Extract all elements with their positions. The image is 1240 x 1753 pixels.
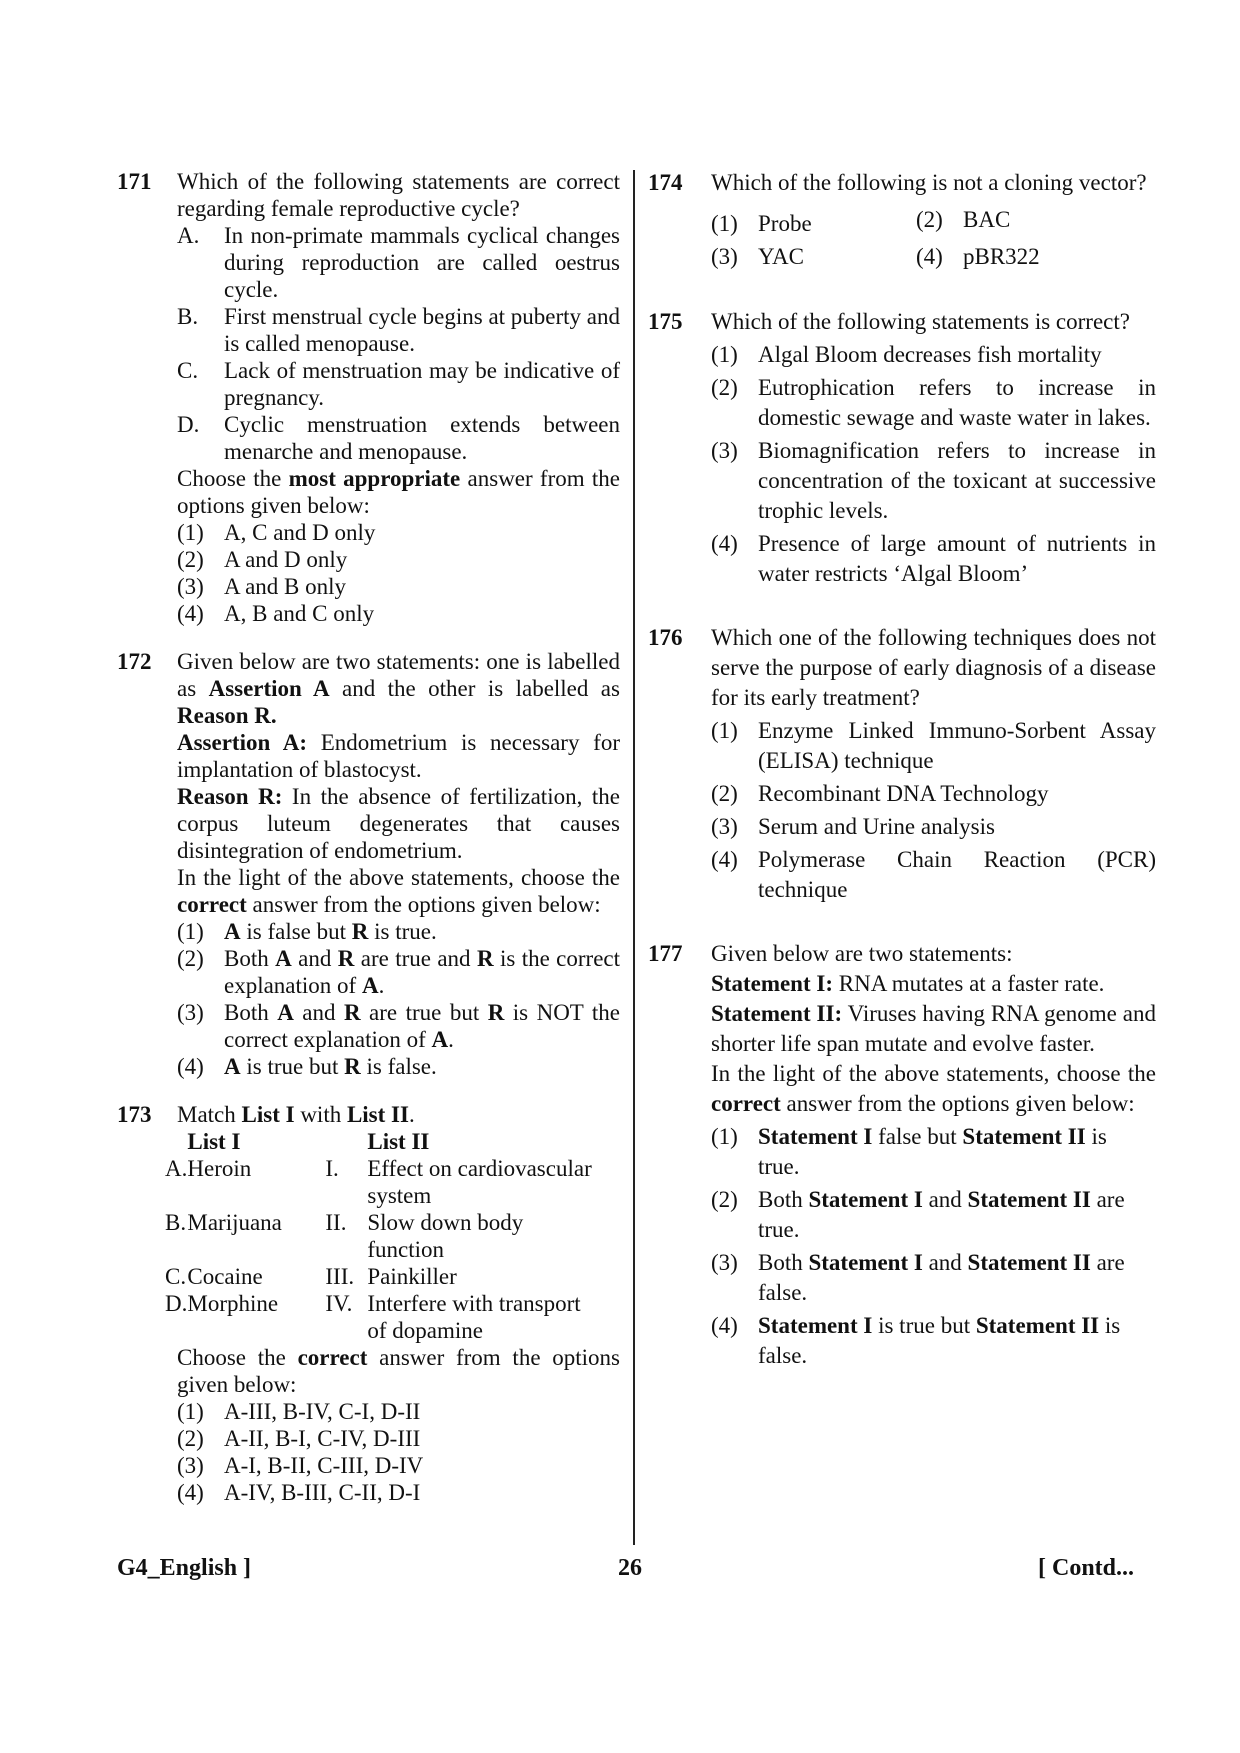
option-2: (2) A-II, B-I, C-IV, D-III: [177, 1426, 421, 1451]
match-row: C. Cocaine III. Painkiller: [165, 1264, 457, 1289]
statement-text: First menstrual cycle begins at puberty and is called menopause.: [224, 304, 621, 356]
statement-text: Cyclic menstruation extends between menarche and menopause.: [224, 412, 620, 464]
option-4: (4) A is true but R is false.: [177, 1054, 437, 1079]
option-1: (1) Enzyme Linked Immuno-Sorbent Assay (ELISA) technique: [711, 718, 1156, 773]
question-177: [648, 939, 1156, 1371]
statement-label: D.: [177, 412, 200, 437]
statement-d: [177, 411, 620, 465]
question-172: [117, 648, 620, 1080]
column-divider: [633, 170, 635, 1545]
question-number: 177: [648, 941, 683, 966]
statement-a: [177, 222, 620, 303]
option-2: (2) Eutrophication refers to increase in domestic sewage and waste water in lakes.: [711, 375, 1156, 430]
option-4: (4) pBR322: [916, 244, 1040, 269]
option-1: (1) Statement I false but Statement II is true.: [711, 1124, 1107, 1179]
options-grid: [711, 206, 1156, 270]
question-text: Which of the following statements is correct?: [711, 309, 1130, 334]
statement-c: [177, 357, 620, 411]
option-2: (2) Both Statement I and Statement II are true.: [711, 1187, 1125, 1242]
assertion: Assertion A: Endometrium is necessary for implantation of blastocyst.: [177, 730, 620, 782]
option-3: (3) A and B only: [177, 574, 347, 599]
question-intro: Given below are two statements: one is labelled as Assertion A and the other is labelled as Reason R.: [177, 649, 620, 728]
question-176: [648, 623, 1156, 905]
option-1: (1) A, C and D only: [177, 520, 376, 545]
right-column: [648, 172, 1156, 1371]
option-2: (2) Both A and R are true and R is the correct explanation of A.: [177, 946, 621, 998]
statement-b: [177, 303, 620, 357]
question-175: [648, 307, 1156, 589]
footer-paper-code: G4_English ]: [117, 1555, 252, 1581]
option-1: (1) A is false but R is true.: [177, 919, 437, 944]
option-4: (4) Polymerase Chain Reaction (PCR) technique: [711, 847, 1156, 902]
question-173: [117, 1101, 620, 1506]
match-row: D. Morphine IV. Interfere with transport of dopamine: [165, 1291, 581, 1343]
match-header: [165, 1128, 597, 1155]
statement-label: B.: [177, 304, 199, 329]
option-2: (2) BAC: [916, 207, 1011, 232]
option-4: (4) A-IV, B-III, C-II, D-I: [177, 1480, 421, 1505]
statement-1: Statement I: RNA mutates at a faster rate.: [711, 971, 1105, 996]
option-1: (1) Probe: [711, 211, 812, 236]
option-3: (3) Serum and Urine analysis: [711, 814, 995, 839]
list-2-header: List II: [367, 1129, 430, 1154]
statement-2: Statement II: Viruses having RNA genome and shorter life span mutate and evolve faster.: [711, 1001, 1156, 1056]
question-text: Match List I with List II.: [177, 1102, 415, 1127]
question-text: Which of the following statements are correct regarding female reproductive cycle?: [177, 169, 620, 221]
question-174: [648, 168, 1156, 270]
instruction: In the light of the above statements, choose the correct answer from the options given below:: [711, 1061, 1156, 1116]
option-3: (3) YAC: [711, 244, 805, 269]
question-intro: Given below are two statements:: [711, 941, 1013, 966]
option-3: (3) A-I, B-II, C-III, D-IV: [177, 1453, 424, 1478]
question-number: 173: [117, 1102, 152, 1127]
option-4: (4) Presence of large amount of nutrients in water restricts ‘Algal Bloom’: [711, 531, 1156, 586]
option-1: (1) A-III, B-IV, C-I, D-II: [177, 1399, 421, 1424]
question-text: Which one of the following techniques does not serve the purpose of early diagnosis of a disease for its early treatment?: [711, 625, 1156, 710]
option-2: (2) Recombinant DNA Technology: [711, 781, 1049, 806]
option-4: (4) Statement I is true but Statement II is false.: [711, 1313, 1121, 1368]
match-row: B. Marijuana II. Slow down body function: [165, 1210, 524, 1262]
match-row: A. Heroin I. Effect on cardiovascular system: [165, 1156, 592, 1208]
match-table: [165, 1128, 597, 1344]
left-column: [117, 169, 621, 1506]
question-number: 176: [648, 625, 683, 650]
list-1-header: List I: [187, 1129, 241, 1154]
option-3: (3) Biomagnification refers to increase in concentration of the toxicant at successive trophic levels.: [711, 438, 1156, 523]
question-number: 174: [648, 170, 683, 195]
instruction: Choose the most appropriate answer from the options given below:: [177, 466, 620, 518]
question-number: 172: [117, 649, 152, 674]
statement-label: A.: [177, 223, 200, 248]
question-171: [117, 168, 620, 627]
option-1: (1) Algal Bloom decreases fish mortality: [711, 342, 1102, 367]
question-number: 171: [117, 169, 152, 194]
footer-page-number: 26: [618, 1555, 642, 1581]
option-2: (2) A and D only: [177, 547, 348, 572]
statement-label: C.: [177, 358, 199, 383]
instruction: In the light of the above statements, choose the correct answer from the options given below:: [177, 865, 620, 917]
option-3: (3) Both A and R are true but R is NOT the correct explanation of A.: [177, 1000, 620, 1052]
reason: Reason R: In the absence of fertilization, the corpus luteum degenerates that causes disintegration of endometrium.: [177, 784, 620, 863]
footer-continued: [ Contd...: [1038, 1555, 1135, 1581]
instruction: Choose the correct answer from the options given below:: [177, 1345, 620, 1397]
question-text: Which of the following is not a cloning vector?: [711, 170, 1147, 195]
option-3: (3) Both Statement I and Statement II are false.: [711, 1250, 1125, 1305]
question-number: 175: [648, 309, 683, 334]
statement-text: Lack of menstruation may be indicative of pregnancy.: [224, 358, 620, 410]
statement-text: In non-primate mammals cyclical changes during reproduction are called oestrus cycle.: [224, 223, 620, 302]
option-4: (4) A, B and C only: [177, 601, 375, 626]
